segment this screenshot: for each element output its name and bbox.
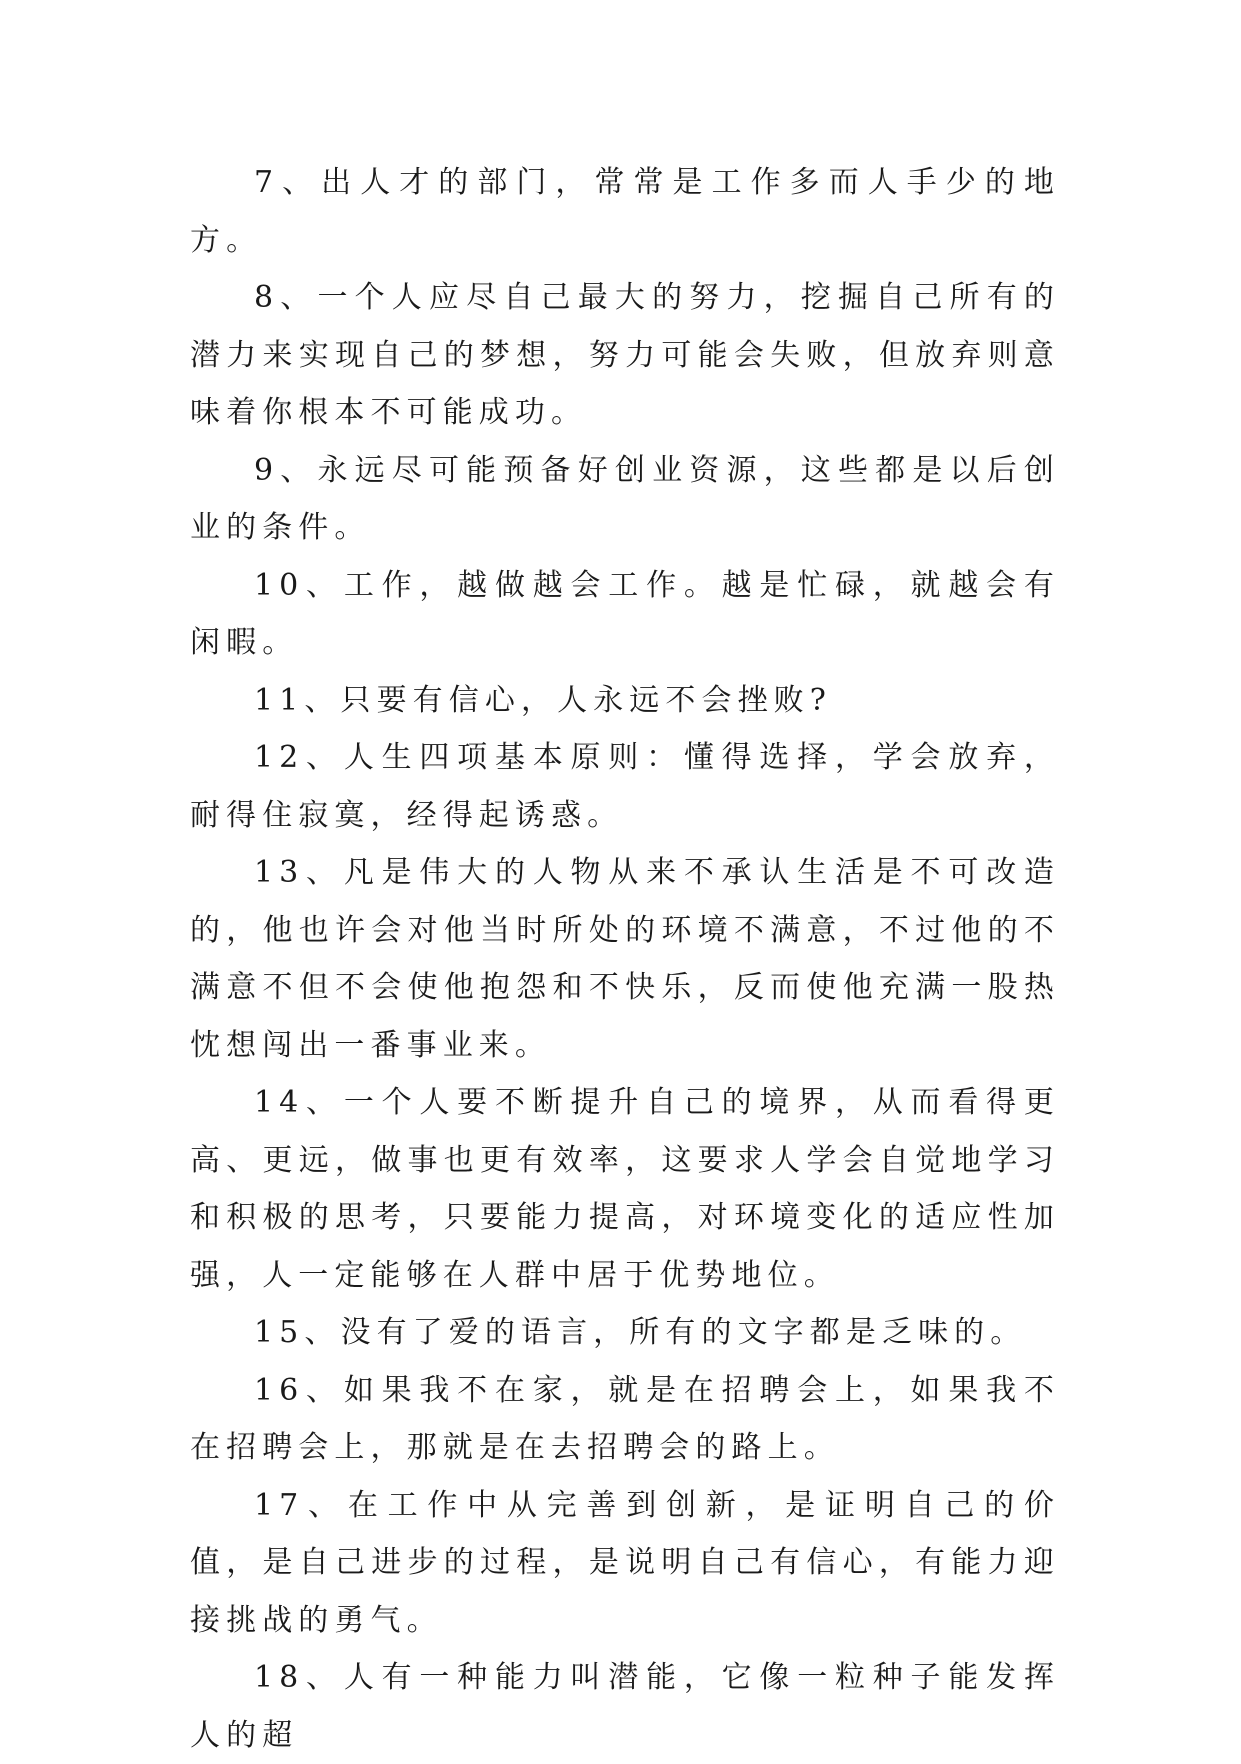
document-body [190, 154, 1060, 1764]
paragraph-11: 11、只要有信心，人永远不会挫败? [254, 682, 832, 718]
paragraph-13: 13、凡是伟大的人物从来不承认生活是不可改造的，他也许会对他当时所处的环境不满意，不过他的不满意不但不会使他抱怨和不快乐，反而使他充满一股热忱想闯出一番事业来。 [190, 855, 1060, 1063]
paragraph-7: 7、出人才的部门，常常是工作多而人手少的地方。 [190, 165, 1060, 258]
paragraph-16: 16、如果我不在家，就是在招聘会上，如果我不在招聘会上，那就是在去招聘会的路上。 [190, 1372, 1060, 1465]
paragraph-10: 10、工作，越做越会工作。越是忙碌，就越会有闲暇。 [190, 567, 1060, 660]
paragraph-17: 17、在工作中从完善到创新，是证明自己的价值，是自己进步的过程，是说明自己有信心，有能力迎接挑战的勇气。 [190, 1487, 1060, 1638]
paragraph-8: 8、一个人应尽自己最大的努力，挖掘自己所有的潜力来实现自己的梦想，努力可能会失败，但放弃则意味着你根本不可能成功。 [190, 280, 1060, 430]
paragraph-12: 12、人生四项基本原则：懂得选择，学会放弃，耐得住寂寞，经得起诱惑。 [190, 740, 1060, 833]
paragraph-9: 9、永远尽可能预备好创业资源，这些都是以后创业的条件。 [190, 452, 1060, 545]
paragraph-15: 15、没有了爱的语言，所有的文字都是乏味的。 [254, 1315, 1027, 1350]
paragraph-18: 18、人有一种能力叫潜能，它像一粒种子能发挥人的超 [190, 1660, 1060, 1753]
paragraph-14: 14、一个人要不断提升自己的境界，从而看得更高、更远，做事也更有效率，这要求人学会自觉地学习和积极的思考，只要能力提高，对环境变化的适应性加强，人一定能够在人群中居于优势地位。 [190, 1085, 1060, 1293]
